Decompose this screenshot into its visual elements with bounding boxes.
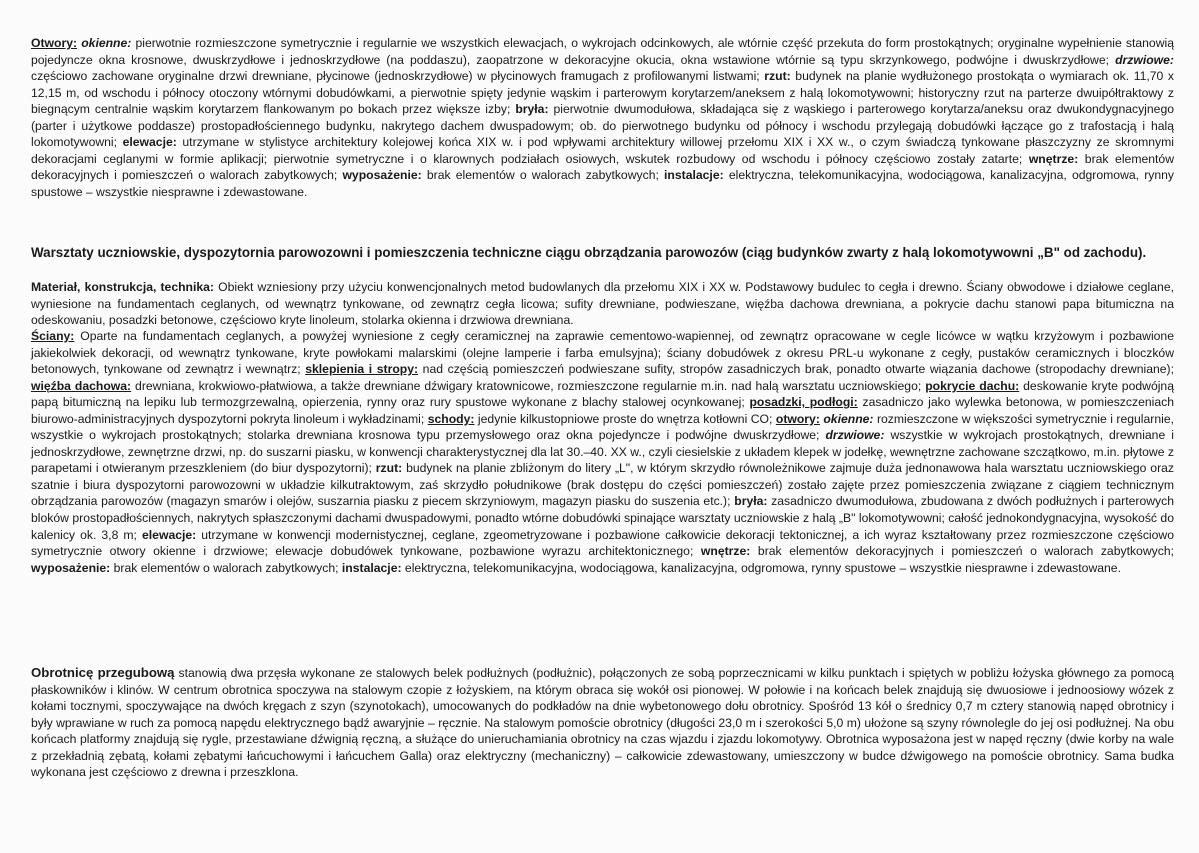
label-elewacje: elewacje: — [122, 135, 177, 150]
text-span: brak elementów dekoracyjnych i pomieszczeń o walorach zabytkowych; — [31, 151, 1174, 183]
label-bryla: bryła: — [734, 494, 768, 509]
label-instalacje: instalacje: — [341, 560, 402, 575]
text-span: wszystkie w wykrojach prostokątnych, drewniane i jednoskrzydłowe, zewnętrzne drzwi, np. do suszarni piasku, w konwencji charakterystycznej dla lat 30.–40. XX w., czyli ciesielskie z układem klepek w jodełkę, wewnętrzne zachowane szczątkowo, m.in. płytowe z parapetami i otwieranym przeszkleniem (do biur dyspozytorni); — [31, 428, 1174, 476]
text-span: budynek na planie zbliżonym do litery „L", w którym skrzydło równoleżnikowe zajmuje duża jednonawowa hala warsztatu uczniowskiego oraz szatnie i biura dyspozytorni parowozowni w układzie kilkutraktowym, zaś skrzydło południkowe (brak dostępu do części pomieszczeń) zostało zajęte przez pomieszczenia związane z ciągiem technicznym obrządzania parowozów (magazyn smarów i olejów, suszarnia piasku z piecem skrzyniowym, magazyn piasku do suszenia etc.); — [31, 461, 1174, 509]
text-span: utrzymane w stylistyce architektury kolejowej końca XIX w. i pod wpływami architektury willowej przełomu XIX i XX w., o czym świadczą tynkowane płaszczyzny ze skromnymi dekoracjami ceglanymi w formie aplikacji; pierwotnie symetryczne i o klarownych podziałach osiowych, wskutek rozbudowy od wschodu i północy częściowo zostały zatarte; — [31, 135, 1174, 166]
text-span: częściowo zachowane oryginalne drzwi drewniane, płycinowe (jednoskrzydłowe) w płycinowych framugach z profilowanymi listwami; — [31, 69, 765, 84]
label-bryla: bryła: — [515, 102, 549, 117]
text-span: Oparte na fundamentach ceglanych, a powyżej wyniesione z cegły ceramicznej na zaprawie cementowo-wapiennej, od zewnątrz opracowane w cegle licówce w wątku krzyżowym i pozbawione jakiekolwiek dekoracji, od wewnątrz tynkowane, kryte powłokami malarskimi (olejne lamperie i farba emulsyjna); ściany dobudówek z okresu PRL-u wykonane z cegły, pustaków ceramicznych i bloczków betonowych, tynkowane od zewnątrz i wewnątrz; — [31, 329, 1174, 377]
paragraph-material — [31, 279, 1174, 329]
label-pokrycie: pokrycie dachu: — [925, 378, 1020, 393]
paragraph-walls — [31, 328, 1174, 576]
label-rzut: rzut: — [764, 69, 791, 84]
text-span: brak elementów o walorach zabytkowych; — [421, 168, 665, 183]
label-schody: schody: — [427, 411, 475, 426]
label-wiezba: więźba dachowa: — [31, 378, 132, 393]
text-span: utrzymane w konwencji modernistycznej, ceglane, zgeometryzowane i pozbawione całkowicie dekoracji tektonicznej, a ich wyraz kształtowany przez rozmieszczone częściowo symetrycznie otwory okienne i drzwiowe; elewacje dobudówek tynkowane, pozbawione wyrazu architektonicznego; — [31, 527, 1174, 559]
text-span: rozmieszczone w większości symetrycznie i regularnie, wszystkie o wykrojach prostokątnych; stolarka drewniana krosnowa typu przemysłowego oraz okna pojedyncze i podwójne dwuskrzydłowe; — [31, 411, 1174, 443]
text-span: Obiekt wzniesiony przy użyciu konwencjonalnych metod budowlanych dla przełomu XIX i XX w. Podstawowy budulec to cegła i drewno. Ściany obwodowe i działowe ceglane, wyniesione na fundamentach ceglanych, od wewnątrz tynkowane, od zewnątrz cegła licowa; sufity drewniane, podwieszane, więźba dachowa drewniana, a pokrycie dachu stanowi papa bitumiczna na odeskowaniu, posadzki betonowe, częściowo kryte linoleum, stolarka okienna i drzwiowa drewniana. — [31, 280, 1174, 328]
text-span: pierwotnie dwumodułowa, składająca się z wąskiego i parterowego korytarza/aneksu oraz dwukondygnacyjnego (parter i użytkowe poddasze) prostopadłościennego budynku, nakrytego dachem dwuspadowym; ob. do pierwotnego budynku od północy i wschodu przylegają dobudówki łączące go z trafostacją i halą lokomotywowni; — [31, 102, 1175, 150]
label-wyposazenie: wyposażenie: — [342, 168, 422, 183]
text-span: budynek na planie wydłużonego prostokąta o wymiarach ok. 11,70 x 12,15 m, od wschodu i północy otoczony wtórnymi dobudówkami, a pierwotnie spięty jedynie wąskim i parterowym korytarzem/aneksem z halą lokomotywowni; historyczny rzut na parterze dwuipółtraktowy z biegnącym centralnie wąskim korytarzem flankowanym po bokach przez większe izby; — [31, 69, 1174, 117]
label-wnetrze: wnętrze: — [700, 544, 751, 559]
paragraph-openings — [31, 35, 1174, 200]
section-heading: Warsztaty uczniowskie, dyspozytornia parowozowni i pomieszczenia techniczne ciągu obrządzania parowozów (ciąg budynków zwarty z halą lokomotywowni „B" od zachodu). — [31, 245, 1147, 260]
label-drzwiowe: drzwiowe: — [825, 428, 885, 443]
text-span: stanowią dwa przęsła wykonane ze stalowych belek podłużnych (podłużnic), połączonych ze sobą poprzecznicami w kilku punktach i spiętych w pobliżu łożyska głównego za pomocą płaskowników i klinów. W centrum obrotnica spoczywa na stalowym czopie z łożyskiem, na którym obraca się wokół osi pionowej. W połowie i na końcach belek znajdują się dwuosiowe i jednoosiowy wózek z kołami tocznymi, spoczywające na dwóch kręgach z szyn (szynotokach), umocowanych do podkładów na dnie wybetonowego dołu obrotnicy. Spośród 13 kół o średnicy 0,7 m cztery stanowią napęd obrotnicy i były wprawiane w ruch za pomocą napędu elektrycznego bądź awaryjnie – ręcznie. Na stalowym pomoście obrotnicy (długości 23,0 m i szerokości 5,0 m) ułożone są szyny równolegle do jej osi podłużnej. Na obu końcach platformy znajdują się rygle, przestawiane dźwignią ręczną, a służące do unieruchamiania obrotnicy na czas wjazdu i zjazdu lokomotywy. Obrotnica wyposażona jest w napęd ręczny (dwie korby na wale z przekładnią zębatą, kołami zębatymi łańcuchowymi i łańcuchem Galla) oraz elektryczny (mechaniczny) – całkowicie zdewastowany, umieszczony w budce dźwigowego na pomoście obrotnicy. Sama budka wykonana jest częściowo z drewna i przeszklona. — [31, 666, 1174, 780]
text-span: pierwotnie rozmieszczone symetrycznie i regularnie we wszystkich elewacjach, o wykrojach odcinkowych, ale wtórnie część przekuta do form prostokątnych; oryginalne wypełnienie stanowią pojedyncze okna krosnowe, dwuskrzydłowe i jednoskrzydłowe (na poddaszu), zaopatrzone w dekoracyjne okucia, okna wstawione wtórnie są typu skrzynkowego, podwójne i dwuskrzydłowe; — [31, 36, 1174, 67]
label-okienne: okienne: — [81, 36, 132, 50]
text-span: deskowanie kryte podwójną papą bitumiczną na lepiku lub termozgrzewalną, opierzenia, rynny oraz rury spustowe wykonane z blachy stalowej ocynkowanej; — [31, 378, 1174, 410]
label-sklepienia: sklepienia i stropy: — [305, 362, 419, 377]
text-span: drewniana, krokwiowo-płatwiowa, a także drewniane dźwigary kratownicowe, rozmieszczone regularnie m.in. nad halą warsztatu uczniowskiego; — [131, 378, 926, 393]
paragraph-turntable — [31, 665, 1174, 781]
text-span: zasadniczo jako wylewka betonowa, w pomieszczeniach biurowo-administracyjnych dyspozytorni pokryta linoleum i wykładzinami; — [31, 395, 1174, 426]
text-span: zasadniczo dwumodułowa, zbudowana z dwóch podłużnych i parterowych bloków prostopadłościennych, nakrytych spłaszczonymi dachami dwuspadowymi, ponadto wtórne dobudówki spinające warsztaty uczniowskie z halą „B" lokomotywowni; całość jednokondygnacyjna, wysokość do kalenicy ok. 3,8 m; — [31, 494, 1174, 542]
label-wyposazenie: wyposażenie: — [31, 560, 111, 575]
label-material: Materiał, konstrukcja, technika: — [31, 280, 214, 294]
label-elewacje: elewacje: — [142, 527, 197, 542]
text-span: elektryczna, telekomunikacyjna, wodociągowa, kanalizacyjna, odgromowa, rynny spustowe – wszystkie niesprawne i zdewastowane. — [31, 168, 1174, 199]
label-rzut: rzut: — [375, 461, 403, 476]
label-drzwiowe: drzwiowe: — [1115, 52, 1174, 67]
label-obrotnica: Obrotnicę przegubową — [31, 665, 175, 680]
label-otwory: Otwory: — [31, 36, 78, 50]
text-span: brak elementów o walorach zabytkowych; — [110, 560, 342, 575]
label-okienne: okienne: — [823, 411, 874, 426]
label-posadzki: posadzki, podłogi: — [749, 395, 858, 410]
text-span: nad częścią pomieszczeń podwieszane sufity, stropów zasadniczych brak, ponadto otwarte wiązania dachowe (stropodachy drewniane); — [418, 362, 1174, 377]
label-instalacje: instalacje: — [664, 168, 724, 183]
text-span: brak elementów dekoracyjnych i pomieszczeń o walorach zabytkowych; — [750, 544, 1174, 559]
text-span: jedynie kilkustopniowe proste do wnętrza kotłowni CO; — [474, 411, 776, 426]
label-sciany: Ściany: — [31, 329, 75, 343]
text-span: elektryczna, telekomunikacyjna, wodociągowa, kanalizacyjna, odgromowa, rynny spustowe – wszystkie niesprawne i zdewastowane. — [401, 560, 1121, 575]
label-otwory: otwory: — [775, 411, 820, 426]
label-wnetrze: wnętrze: — [1028, 151, 1079, 166]
